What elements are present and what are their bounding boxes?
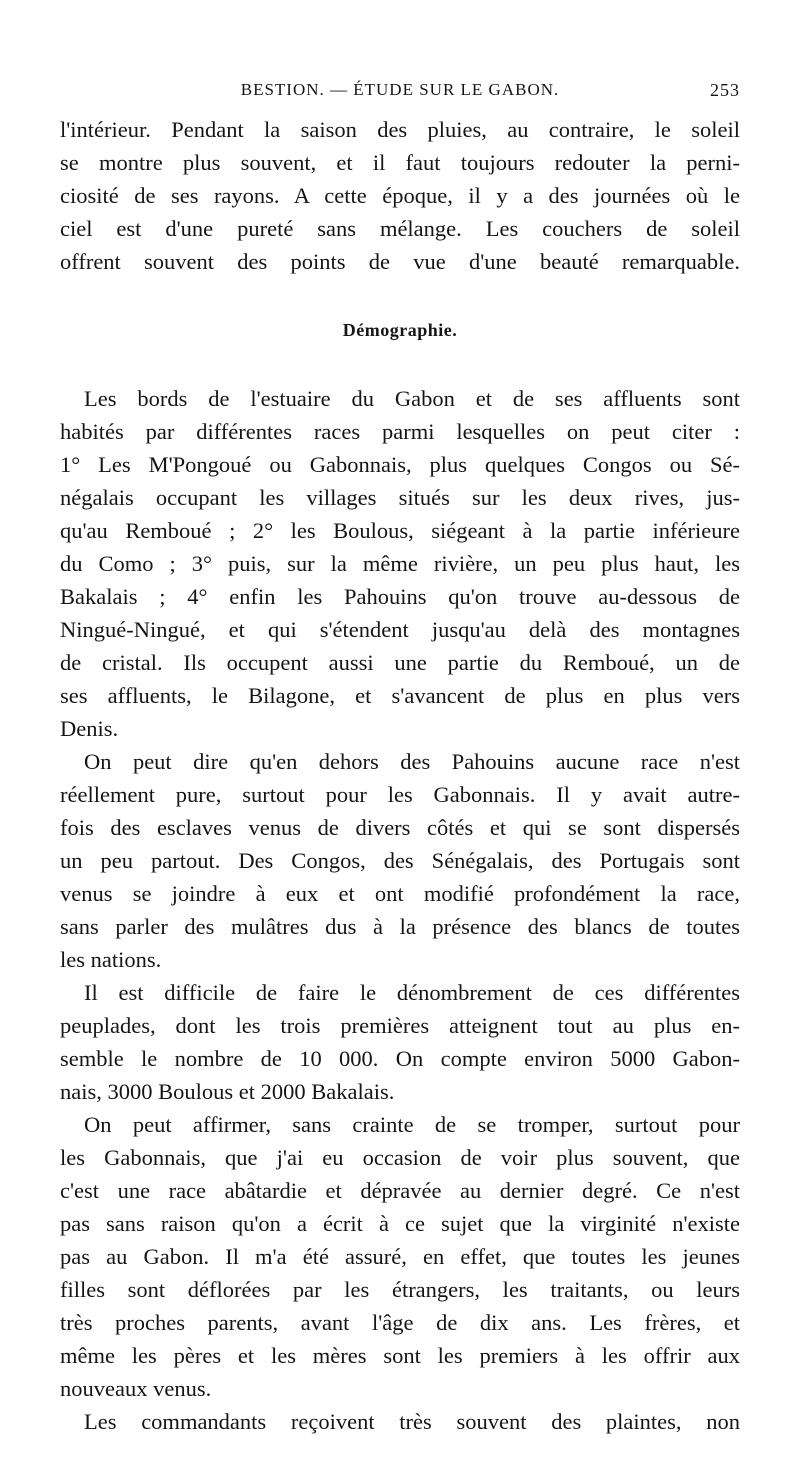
text-line: les nations. [60, 947, 162, 972]
text-line: Ningué-Ningué, et qui s'étendent jusqu'au delà des montagnes [60, 617, 740, 642]
running-title: BESTION. — ÉTUDE SUR LE GABON. [240, 80, 560, 99]
paragraph [60, 382, 740, 745]
paragraph [60, 1405, 740, 1438]
text-line: c'est une race abâtardie et dépravée au dernier degré. Ce n'est [60, 1178, 740, 1203]
section-heading: Démographie. [342, 320, 458, 340]
text-line: très proches parents, avant l'âge de dix ans. Les frères, et [60, 1310, 740, 1335]
text-line: pas au Gabon. Il m'a été assuré, en effet, que toutes les jeunes [60, 1244, 740, 1269]
paragraph [60, 976, 740, 1108]
text-line: ciosité de ses rayons. A cette époque, il y a des journées où le [60, 183, 740, 208]
text-line: un peu partout. Des Congos, des Sénégalais, des Portugais sont [60, 848, 740, 873]
text-line: Il est difficile de faire le dénombrement de ces différentes [84, 980, 740, 1005]
text-line: 1° Les M'Pongoué ou Gabonnais, plus quelques Congos ou Sé- [60, 452, 740, 477]
page-number: 253 [710, 80, 740, 100]
text-line: Denis. [60, 716, 119, 741]
text-line: filles sont déflorées par les étrangers, les traitants, ou leurs [60, 1277, 740, 1302]
text-line: du Como ; 3° puis, sur la même rivière, un peu plus haut, les [60, 551, 740, 576]
text-line: Les commandants reçoivent très souvent des plaintes, non [84, 1409, 740, 1434]
running-header [60, 78, 740, 108]
text-line: même les pères et les mères sont les premiers à les offrir aux [60, 1343, 740, 1368]
text-line: On peut affirmer, sans crainte de se tromper, surtout pour [84, 1112, 740, 1137]
text-line: sans parler des mulâtres dus à la présence des blancs de toutes [60, 914, 740, 939]
text-line: habités par différentes races parmi lesquelles on peut citer : [60, 419, 740, 444]
text-line: se montre plus souvent, et il faut toujours redouter la perni- [60, 150, 740, 175]
text-line: négalais occupant les villages situés sur les deux rives, jus- [60, 485, 740, 510]
text-line: On peut dire qu'en dehors des Pahouins aucune race n'est [84, 749, 740, 774]
text-line: nouveaux venus. [60, 1376, 212, 1401]
text-line: l'intérieur. Pendant la saison des pluies, au contraire, le soleil [60, 117, 740, 142]
paragraph [60, 1108, 740, 1405]
text-line: Les bords de l'estuaire du Gabon et de ses affluents sont [84, 386, 740, 411]
text-line: ses affluents, le Bilagone, et s'avancent de plus en plus vers [60, 683, 740, 708]
text-line: Bakalais ; 4° enfin les Pahouins qu'on trouve au-dessous de [60, 584, 740, 609]
text-line: nais, 3000 Boulous et 2000 Bakalais. [60, 1079, 395, 1104]
paragraph [60, 745, 740, 976]
text-line: venus se joindre à eux et ont modifié profondément la race, [60, 881, 740, 906]
text-line: semble le nombre de 10 000. On compte environ 5000 Gabon- [60, 1046, 740, 1071]
text-line: réellement pure, surtout pour les Gabonnais. Il y avait autre- [60, 782, 740, 807]
text-line: fois des esclaves venus de divers côtés et qui se sont dispersés [60, 815, 740, 840]
text-line: pas sans raison qu'on a écrit à ce sujet que la virginité n'existe [60, 1211, 740, 1236]
text-line: peuplades, dont les trois premières atteignent tout au plus en- [60, 1013, 740, 1038]
paragraph [60, 113, 740, 278]
page-body [60, 113, 740, 1438]
text-line: ciel est d'une pureté sans mélange. Les couchers de soleil [60, 216, 740, 241]
text-line: les Gabonnais, que j'ai eu occasion de voir plus souvent, que [60, 1145, 740, 1170]
text-line: de cristal. Ils occupent aussi une partie du Remboué, un de [60, 650, 740, 675]
text-line: qu'au Remboué ; 2° les Boulous, siégeant à la partie inférieure [60, 518, 740, 543]
text-line: offrent souvent des points de vue d'une beauté remarquable. [60, 249, 740, 274]
